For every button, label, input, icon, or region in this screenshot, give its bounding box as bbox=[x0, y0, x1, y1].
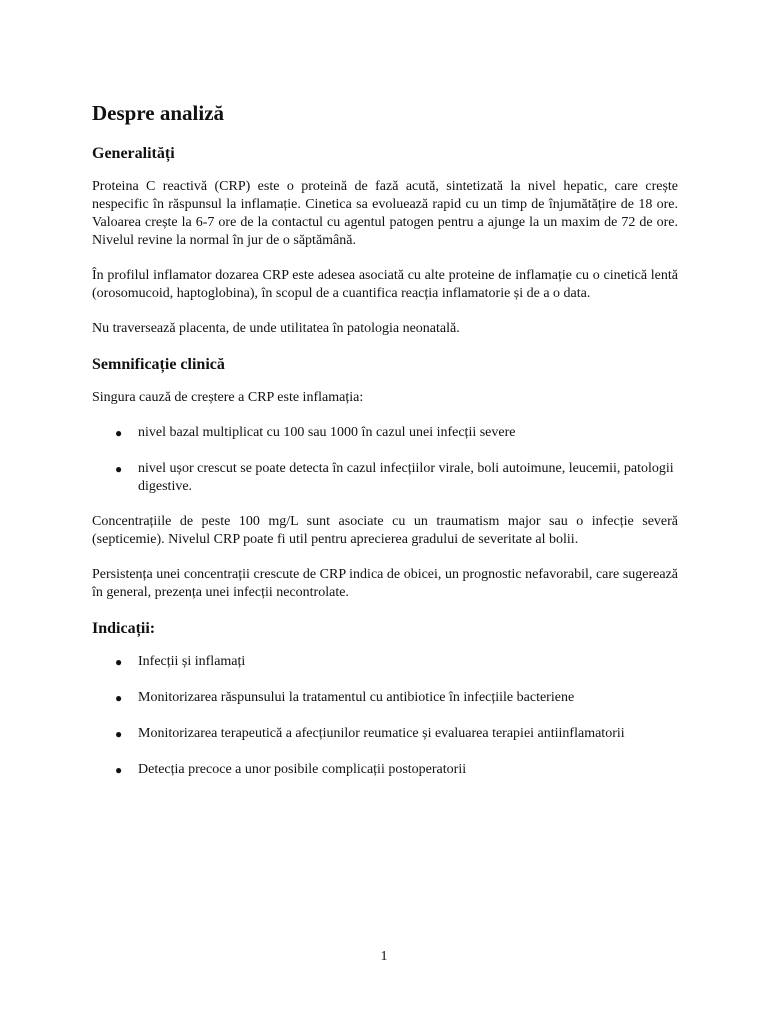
list-item-text: Monitorizarea răspunsului la tratamentul cu antibiotice în infecțiile bacteriene bbox=[138, 690, 575, 706]
list-item bbox=[92, 725, 678, 743]
heading-generalitati: Generalități bbox=[92, 145, 175, 163]
page-title: Despre analiză bbox=[92, 101, 225, 125]
paragraph-inflammatory-profile: În profilul inflamator dozarea CRP este adesea asociată cu alte proteine de inflamație cu o cinetică lentă (orosomucoid, haptoglobina), în scopul de a cuantifica reacția inflamatorie și de a o data. bbox=[92, 268, 678, 302]
list-item-text: nivel ușor crescut se poate detecta în cazul infecțiilor virale, boli autoimune, leucemii, patologii digestive. bbox=[138, 461, 674, 495]
list-item bbox=[92, 689, 678, 707]
indicatii-list bbox=[92, 653, 678, 779]
list-item-text: Monitorizarea terapeutică a afecțiunilor reumatice și evaluarea terapiei antiinflamatorii bbox=[138, 726, 625, 742]
list-item-text: nivel bazal multiplicat cu 100 sau 1000 în cazul unei infecții severe bbox=[138, 425, 516, 441]
document-page bbox=[92, 100, 678, 796]
list-item bbox=[92, 653, 678, 671]
list-item bbox=[92, 761, 678, 779]
bullet-icon: ● bbox=[115, 462, 123, 477]
paragraph-crp-definition: Proteina C reactivă (CRP) este o proteină de fază acută, sintetizată la nivel hepatic, care crește nespecific în răspunsul la inflamație. Cinetica sa evoluează rapid cu un timp de înjumătățire de 18 ore. Valoarea crește la 6-7 ore de la contactul cu agentul patogen pentru a ajunge la un maxim de 72 de ore. Nivelul revine la normal în jur de o săptămână. bbox=[92, 179, 678, 249]
heading-semnificatie: Semnificație clinică bbox=[92, 356, 225, 374]
paragraph-concentration: Concentrațiile de peste 100 mg/L sunt asociate cu un traumatism major sau o infecție severă (septicemie). Nivelul CRP poate fi util pentru aprecierea gradului de severitate al bolii. bbox=[92, 514, 678, 548]
paragraph-persistence: Persistența unei concentrații crescute de CRP indica de obicei, un prognostic nefavorabil, care sugerează în general, prezența unei infecții necontrolate. bbox=[92, 567, 678, 601]
bullet-icon: ● bbox=[115, 426, 123, 441]
bullet-icon: ● bbox=[115, 691, 123, 706]
list-item bbox=[92, 460, 678, 496]
semnificatie-list bbox=[92, 424, 678, 496]
list-item-text: Detecția precoce a unor posibile complicații postoperatorii bbox=[138, 762, 467, 778]
list-item bbox=[92, 424, 678, 442]
paragraph-cause: Singura cauză de creștere a CRP este inflamația: bbox=[92, 390, 364, 406]
bullet-icon: ● bbox=[115, 727, 123, 742]
paragraph-placenta: Nu traversează placenta, de unde utilitatea în patologia neonatală. bbox=[92, 321, 460, 337]
page-number: 1 bbox=[380, 949, 388, 964]
list-item-text: Infecții și inflamați bbox=[138, 654, 246, 670]
heading-indicatii: Indicații: bbox=[92, 620, 156, 638]
bullet-icon: ● bbox=[115, 655, 123, 670]
bullet-icon: ● bbox=[115, 763, 123, 778]
